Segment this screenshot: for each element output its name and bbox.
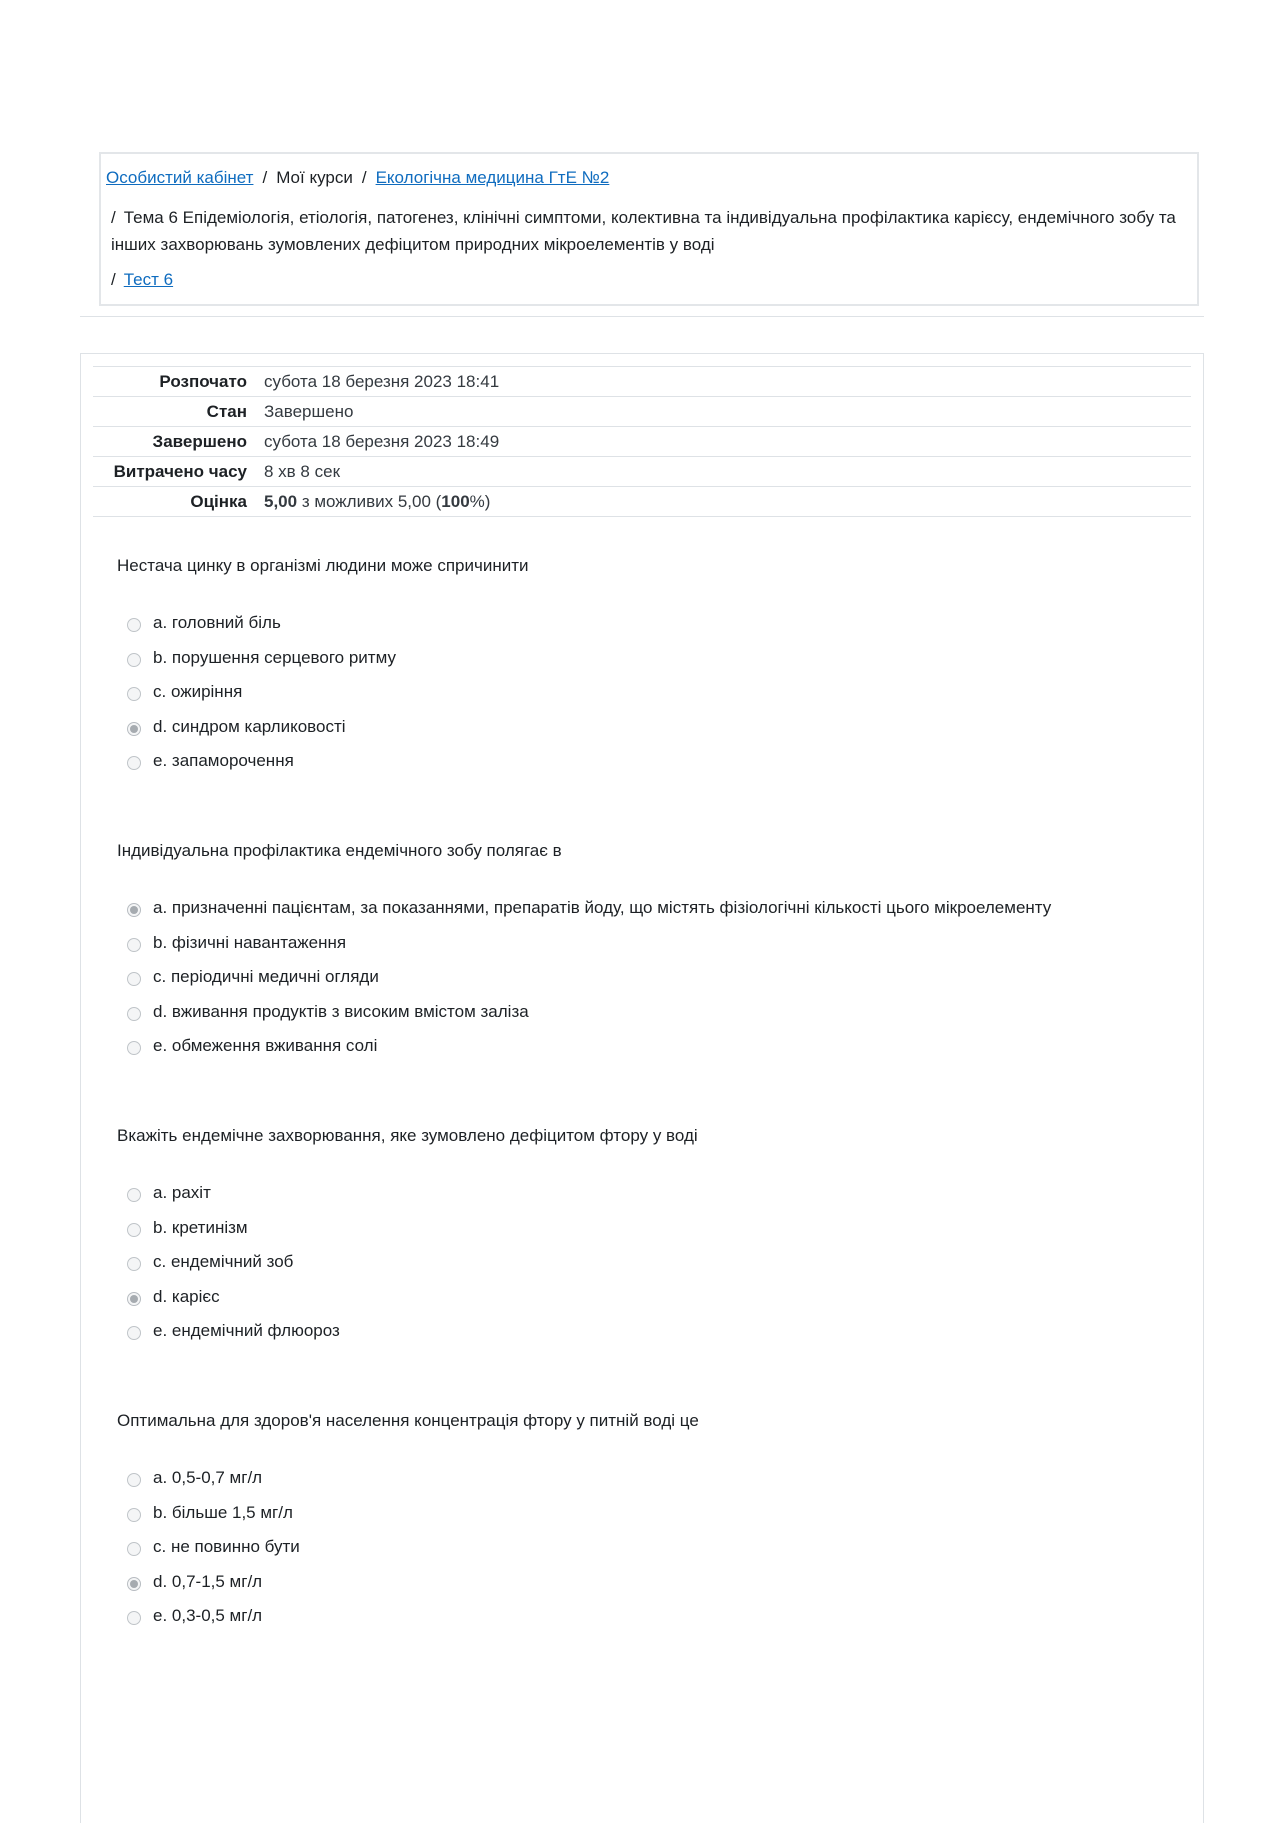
radio-empty-icon[interactable] <box>127 1508 141 1522</box>
breadcrumb-my-courses: Мої курси <box>276 168 353 187</box>
summary-row-state <box>93 397 1191 427</box>
answer-option[interactable] <box>127 1496 1177 1531</box>
breadcrumb-separator: / <box>111 270 116 289</box>
answer-label: b. фізичні навантаження <box>153 932 347 952</box>
answer-list <box>127 606 1177 779</box>
summary-label: Оцінка <box>190 491 247 511</box>
summary-label: Витрачено часу <box>113 461 247 481</box>
question-block <box>117 1124 1177 1349</box>
answer-option[interactable] <box>127 1461 1177 1496</box>
answer-label: c. ендемічний зоб <box>153 1252 294 1272</box>
question-text: Нестача цинку в організмі людини може спричинити <box>117 556 529 575</box>
answer-label: b. кретинізм <box>153 1217 248 1237</box>
question-block <box>117 839 1177 1064</box>
radio-empty-icon[interactable] <box>127 687 141 701</box>
radio-selected-icon[interactable] <box>127 903 141 917</box>
answer-option[interactable] <box>127 1280 1177 1315</box>
breadcrumb-home-link[interactable]: Особистий кабінет <box>106 168 254 187</box>
summary-row-time-taken <box>93 457 1191 487</box>
answer-option[interactable] <box>127 1599 1177 1634</box>
answer-label: b. порушення серцевого ритму <box>153 647 396 667</box>
question-block <box>117 1409 1177 1634</box>
radio-selected-icon[interactable] <box>127 1292 141 1306</box>
breadcrumb <box>99 152 1199 306</box>
radio-empty-icon[interactable] <box>127 1611 141 1625</box>
grade-percent: 100 <box>441 491 470 511</box>
summary-row-completed <box>93 427 1191 457</box>
breadcrumb-topic: Тема 6 Епідеміологія, етіологія, патогенез, клінічні симптоми, колективна та індивідуальна профілактика карієсу, ендемічного зобу та інших захворювань зумовлених дефіцитом природних мікроелементів у воді <box>111 208 1176 254</box>
breadcrumb-row <box>111 204 1177 258</box>
radio-selected-icon[interactable] <box>127 722 141 736</box>
breadcrumb-quiz-link[interactable]: Тест 6 <box>123 270 174 289</box>
grade-middle: з можливих 5,00 ( <box>297 491 442 511</box>
answer-option[interactable] <box>127 606 1177 641</box>
summary-row-started <box>93 367 1191 397</box>
answer-option[interactable] <box>127 891 1177 926</box>
radio-empty-icon[interactable] <box>127 938 141 952</box>
radio-empty-icon[interactable] <box>127 1326 141 1340</box>
header-divider <box>80 316 1204 317</box>
radio-selected-icon[interactable] <box>127 1577 141 1591</box>
answer-label: e. обмеження вживання солі <box>153 1036 378 1056</box>
answer-label: a. призначенні пацієнтам, за показаннями, препаратів йоду, що містять фізіологічні кількості цього мікроелементу <box>153 898 1052 918</box>
answer-option[interactable] <box>127 710 1177 745</box>
attempt-summary-table <box>93 366 1191 517</box>
answer-label: e. ендемічний флюороз <box>153 1321 340 1341</box>
breadcrumb-row <box>111 270 173 290</box>
answer-label: a. головний біль <box>153 613 281 633</box>
breadcrumb-separator: / <box>361 168 367 187</box>
answer-option[interactable] <box>127 641 1177 676</box>
summary-label: Завершено <box>152 431 247 451</box>
answer-label: b. більше 1,5 мг/л <box>153 1502 293 1522</box>
breadcrumb-course-link[interactable]: Екологічна медицина ГтЕ №2 <box>375 168 610 187</box>
radio-empty-icon[interactable] <box>127 618 141 632</box>
answer-label: e. 0,3-0,5 мг/л <box>153 1606 263 1626</box>
answer-label: d. вживання продуктів з високим вмістом заліза <box>153 1001 529 1021</box>
answer-option[interactable] <box>127 1314 1177 1349</box>
answer-label: c. не повинно бути <box>153 1537 300 1557</box>
answer-option[interactable] <box>127 1530 1177 1565</box>
radio-empty-icon[interactable] <box>127 1542 141 1556</box>
answer-option[interactable] <box>127 995 1177 1030</box>
answer-option[interactable] <box>127 1211 1177 1246</box>
radio-empty-icon[interactable] <box>127 1041 141 1055</box>
summary-row-grade <box>93 487 1191 517</box>
answer-label: d. синдром карликовості <box>153 716 346 736</box>
grade-score: 5,00 <box>264 491 298 511</box>
summary-value: Завершено <box>264 401 354 421</box>
answer-list <box>127 891 1177 1064</box>
question-text: Оптимальна для здоров'я населення концентрація фтору у питній воді це <box>117 1411 699 1430</box>
radio-empty-icon[interactable] <box>127 972 141 986</box>
summary-label: Розпочато <box>159 371 247 391</box>
answer-label: d. 0,7-1,5 мг/л <box>153 1571 263 1591</box>
answer-list <box>127 1176 1177 1349</box>
quiz-review-region <box>80 353 1204 1823</box>
answer-option[interactable] <box>127 926 1177 961</box>
breadcrumb-row <box>106 168 609 188</box>
answer-option[interactable] <box>127 1176 1177 1211</box>
summary-value <box>264 487 1191 517</box>
summary-label: Стан <box>206 401 247 421</box>
radio-empty-icon[interactable] <box>127 1223 141 1237</box>
radio-empty-icon[interactable] <box>127 1007 141 1021</box>
breadcrumb-separator: / <box>262 168 268 187</box>
answer-label: d. карієс <box>153 1286 220 1306</box>
answer-label: a. 0,5-0,7 мг/л <box>153 1468 263 1488</box>
question-text: Індивідуальна профілактика ендемічного зобу полягає в <box>117 841 562 860</box>
radio-empty-icon[interactable] <box>127 1473 141 1487</box>
answer-label: c. ожиріння <box>153 682 243 702</box>
radio-empty-icon[interactable] <box>127 1257 141 1271</box>
summary-value: субота 18 березня 2023 18:41 <box>264 371 500 391</box>
answer-option[interactable] <box>127 744 1177 779</box>
answer-option[interactable] <box>127 1245 1177 1280</box>
grade-end: %) <box>469 491 491 511</box>
answer-option[interactable] <box>127 675 1177 710</box>
question-block <box>117 554 1177 779</box>
answer-list <box>127 1461 1177 1634</box>
answer-option[interactable] <box>127 1565 1177 1600</box>
radio-empty-icon[interactable] <box>127 1188 141 1202</box>
answer-label: c. періодичні медичні огляди <box>153 967 379 987</box>
breadcrumb-separator: / <box>111 208 116 227</box>
answer-option[interactable] <box>127 1029 1177 1064</box>
radio-empty-icon[interactable] <box>127 756 141 770</box>
summary-value: 8 хв 8 сек <box>264 461 341 481</box>
summary-value: субота 18 березня 2023 18:49 <box>264 431 500 451</box>
answer-label: e. запаморочення <box>153 751 294 771</box>
radio-empty-icon[interactable] <box>127 653 141 667</box>
answer-label: a. рахіт <box>153 1183 211 1203</box>
answer-option[interactable] <box>127 960 1177 995</box>
question-text: Вкажіть ендемічне захворювання, яке зумовлено дефіцитом фтору у воді <box>117 1126 698 1145</box>
